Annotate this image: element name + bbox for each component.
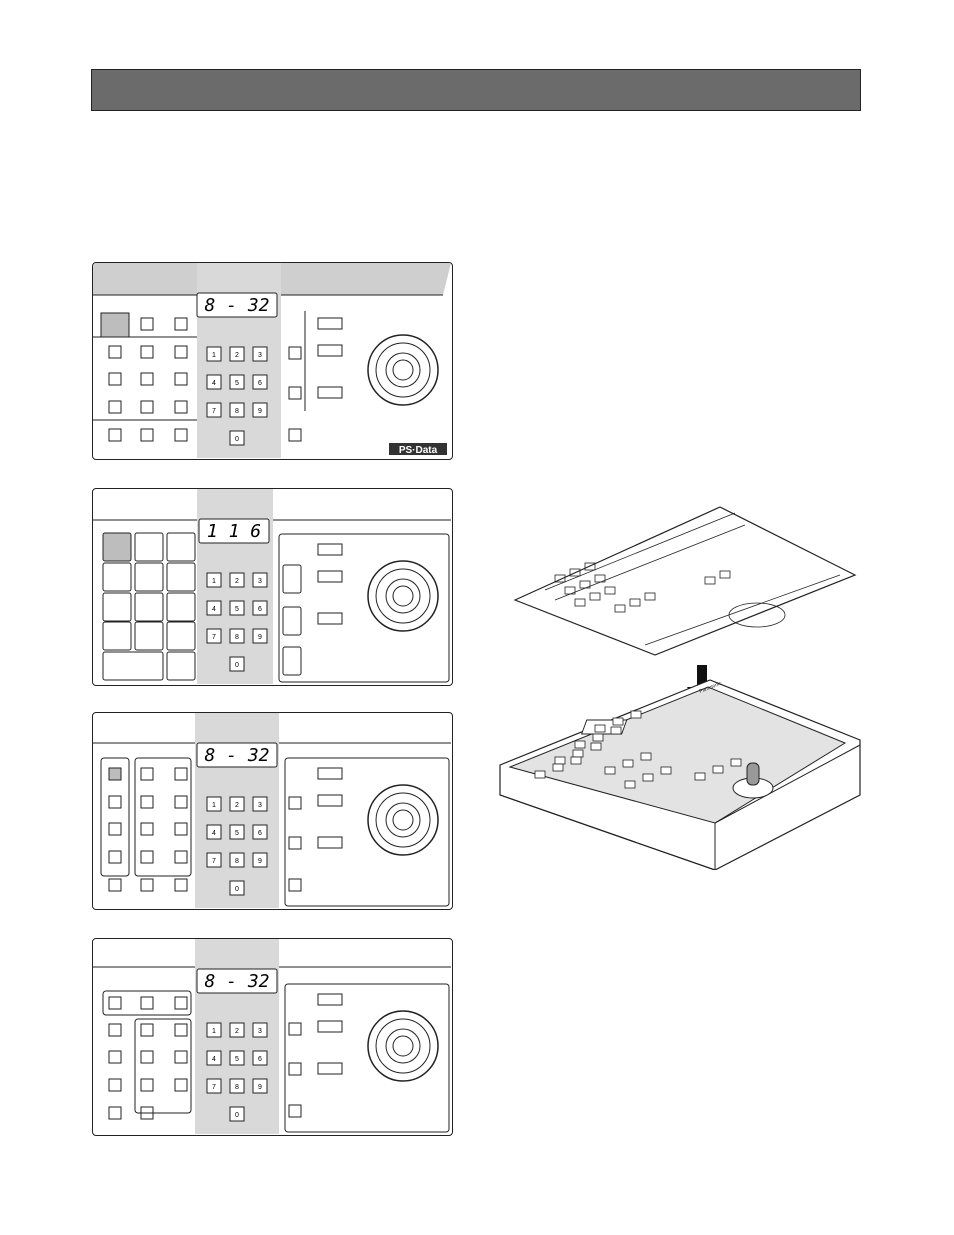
keypad-key-label: 5 bbox=[235, 380, 239, 387]
keypad-key-label: 3 bbox=[258, 352, 262, 359]
keypad-key-label: 8 bbox=[235, 858, 239, 865]
overlay-sheet bbox=[515, 507, 855, 655]
keypad-key-label: 6 bbox=[258, 830, 262, 837]
panel-1-display-text: 8 - 32 bbox=[204, 295, 270, 316]
panel-3-drawing bbox=[93, 713, 451, 908]
section-header-bar bbox=[91, 69, 861, 111]
keypad-key-label: 7 bbox=[212, 634, 216, 641]
keypad-key-label: 0 bbox=[235, 662, 239, 669]
keypad-key-label: 2 bbox=[235, 1028, 239, 1035]
keypad-key-label: 7 bbox=[212, 1084, 216, 1091]
keypad-key-label: 2 bbox=[235, 352, 239, 359]
keyboard-sheet-panel-3 bbox=[92, 712, 453, 910]
keypad-key-label: 1 bbox=[212, 802, 216, 809]
keypad-key-label: 4 bbox=[212, 830, 216, 837]
keypad-key-label: 2 bbox=[235, 578, 239, 585]
joystick-handle bbox=[747, 763, 759, 785]
panel-4-display-text: 8 - 32 bbox=[204, 971, 270, 992]
keypad-key-label: 2 bbox=[235, 802, 239, 809]
keypad-key-label: 3 bbox=[258, 1028, 262, 1035]
panel-2-display-text: 1 1 6 bbox=[206, 521, 262, 542]
keypad-key-label: 4 bbox=[212, 606, 216, 613]
keypad-key-label: 6 bbox=[258, 606, 262, 613]
keypad-key-label: 1 bbox=[212, 1028, 216, 1035]
keypad-key-label: 1 bbox=[212, 578, 216, 585]
keypad-key-label: 1 bbox=[212, 352, 216, 359]
keypad-key-label: 8 bbox=[235, 408, 239, 415]
keypad-key-label: 5 bbox=[235, 1056, 239, 1063]
keypad-key-label: 4 bbox=[212, 1056, 216, 1063]
keypad-key-label: 5 bbox=[235, 830, 239, 837]
keypad-key-label: 6 bbox=[258, 380, 262, 387]
keypad-key-label: 3 bbox=[258, 802, 262, 809]
controller-illustration bbox=[495, 505, 865, 870]
panel-2-drawing bbox=[93, 489, 451, 684]
keypad-key-label: 4 bbox=[212, 380, 216, 387]
brand-label: Panasonic bbox=[698, 680, 723, 695]
keypad-key-label: 0 bbox=[235, 886, 239, 893]
panel-1-drawing bbox=[93, 263, 451, 458]
panel-3-display-text: 8 - 32 bbox=[204, 745, 270, 766]
ps-data-badge: PS·Data bbox=[398, 445, 438, 456]
keypad-key-label: 8 bbox=[235, 634, 239, 641]
panel-4-drawing bbox=[93, 939, 451, 1134]
keypad-key-label: 0 bbox=[235, 1112, 239, 1119]
keyboard-sheet-panel-1 bbox=[92, 262, 453, 460]
keypad-key-label: 9 bbox=[258, 1084, 262, 1091]
keypad-key-label: 8 bbox=[235, 1084, 239, 1091]
keyboard-sheet-panel-2 bbox=[92, 488, 453, 686]
keypad-key-label: 7 bbox=[212, 858, 216, 865]
keypad-key-label: 9 bbox=[258, 858, 262, 865]
keypad-key-label: 3 bbox=[258, 578, 262, 585]
keypad-key-label: 5 bbox=[235, 606, 239, 613]
keypad-key-label: 9 bbox=[258, 408, 262, 415]
keypad-key-label: 0 bbox=[235, 436, 239, 443]
keypad-key-label: 9 bbox=[258, 634, 262, 641]
keyboard-sheet-panel-4 bbox=[92, 938, 453, 1136]
keypad-key-label: 7 bbox=[212, 408, 216, 415]
keypad-key-label: 6 bbox=[258, 1056, 262, 1063]
